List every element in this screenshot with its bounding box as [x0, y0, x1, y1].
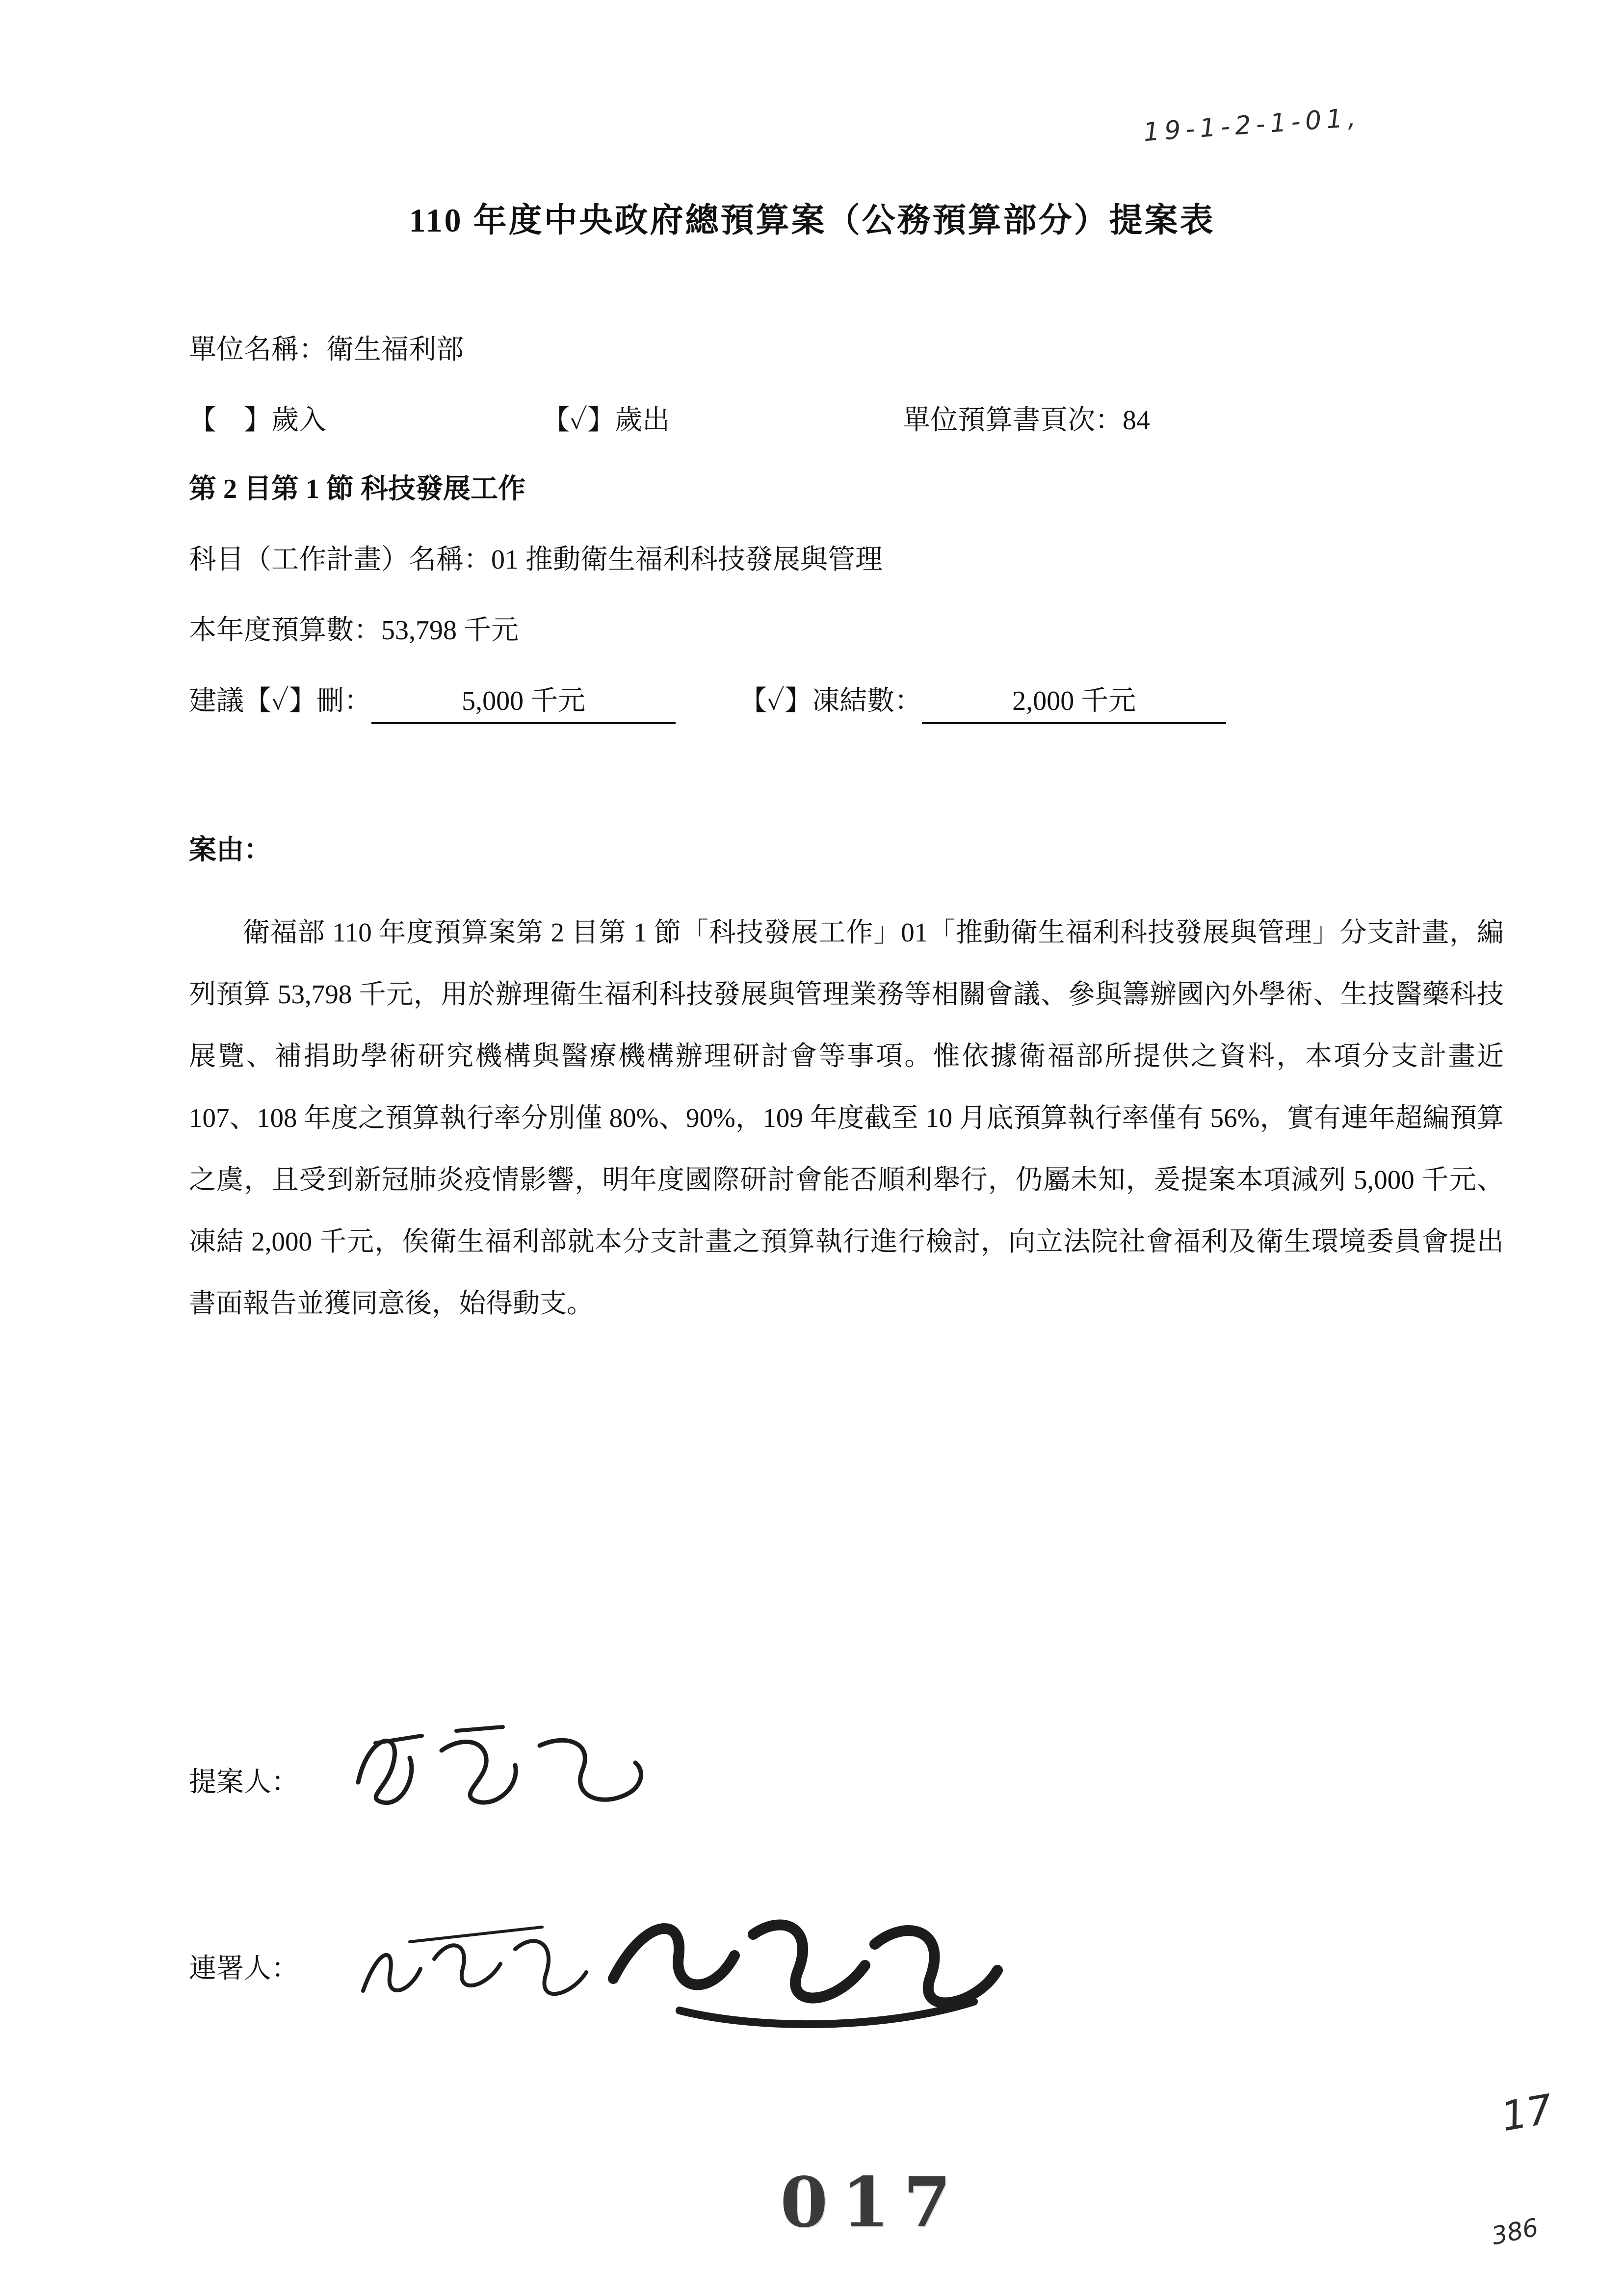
proposer-signature — [316, 1696, 689, 1851]
checkbox-row — [189, 398, 1150, 438]
cosigner-label: 連署人： — [189, 1954, 299, 1984]
expenditure-checkbox — [542, 398, 903, 438]
handwritten-file-code: 19-1-2-1-01, — [1142, 103, 1362, 148]
budget-book-page-ref: 單位預算書頁次：84 — [903, 405, 1150, 436]
handwritten-page-number: 17 — [1497, 2086, 1556, 2141]
freeze-amount: 2,000 千元 — [922, 679, 1226, 724]
freeze-prefix: 【✓】凍結數： — [739, 686, 922, 716]
cosigner-signatures — [336, 1868, 1048, 2052]
handwritten-note: 386 — [1489, 2213, 1541, 2251]
proposer-label: 提案人： — [189, 1767, 299, 1798]
revenue-checkbox-label: 歲入 — [271, 405, 326, 436]
case-body-paragraph: 衛福部 110 年度預算案第 2 目第 1 節「科技發展工作」01「推動衛生福利科技發展與管理」分支計畫，編列預算 53,798 千元，用於辦理衛生福利科技發展與管理業務等相關會議、參與籌辦國內外學術、生技醫藥科技展覽、補捐助學術研究機構與醫療機構辦理研討會等事項。惟依據衛福部所提供之資料，本項分支計畫近 107、108 年度之預算執行率分別僅 80%、90%，109 年度截至 10 月底預算執行率僅有 56%，實有連年超編預算之虞，且受到新冠肺炎疫情影響，明年度國際研討會能否順利舉行，仍屬未知，爰提案本項減列 5,000 千元、凍結 2,000 千元，俟衛生福利部就本分支計畫之預算執行進行檢討，向立法院社會福利及衛生環境委員會提出書面報告並獲同意後，始得動支。 — [189, 917, 1504, 1318]
section-heading: 第 2 目第 1 節 科技發展工作 — [189, 474, 525, 504]
revenue-checkbox-box: 【 】 — [189, 405, 271, 436]
expenditure-checkbox-box: 【✓】 — [542, 405, 615, 436]
cut-amount: 5,000 千元 — [371, 679, 676, 724]
document-title: 110 年度中央政府總預算案（公務預算部分）提案表 — [409, 202, 1215, 239]
cut-prefix: 建議【✓】刪： — [189, 686, 372, 716]
proposer-row — [189, 1760, 299, 1800]
proposal-line — [189, 679, 1226, 724]
expenditure-checkbox-label: 歲出 — [615, 405, 670, 436]
subject-line: 科目（工作計畫）名稱：01 推動衛生福利科技發展與管理 — [189, 545, 883, 575]
page-number-stamp: 017 — [780, 2163, 965, 2243]
revenue-checkbox — [189, 398, 542, 438]
budget-amount-line: 本年度預算數：53,798 千元 — [189, 615, 519, 646]
unit-name-line: 單位名稱：衛生福利部 — [189, 335, 464, 365]
cosigner-row — [189, 1947, 299, 1986]
case-heading: 案由： — [189, 835, 271, 865]
